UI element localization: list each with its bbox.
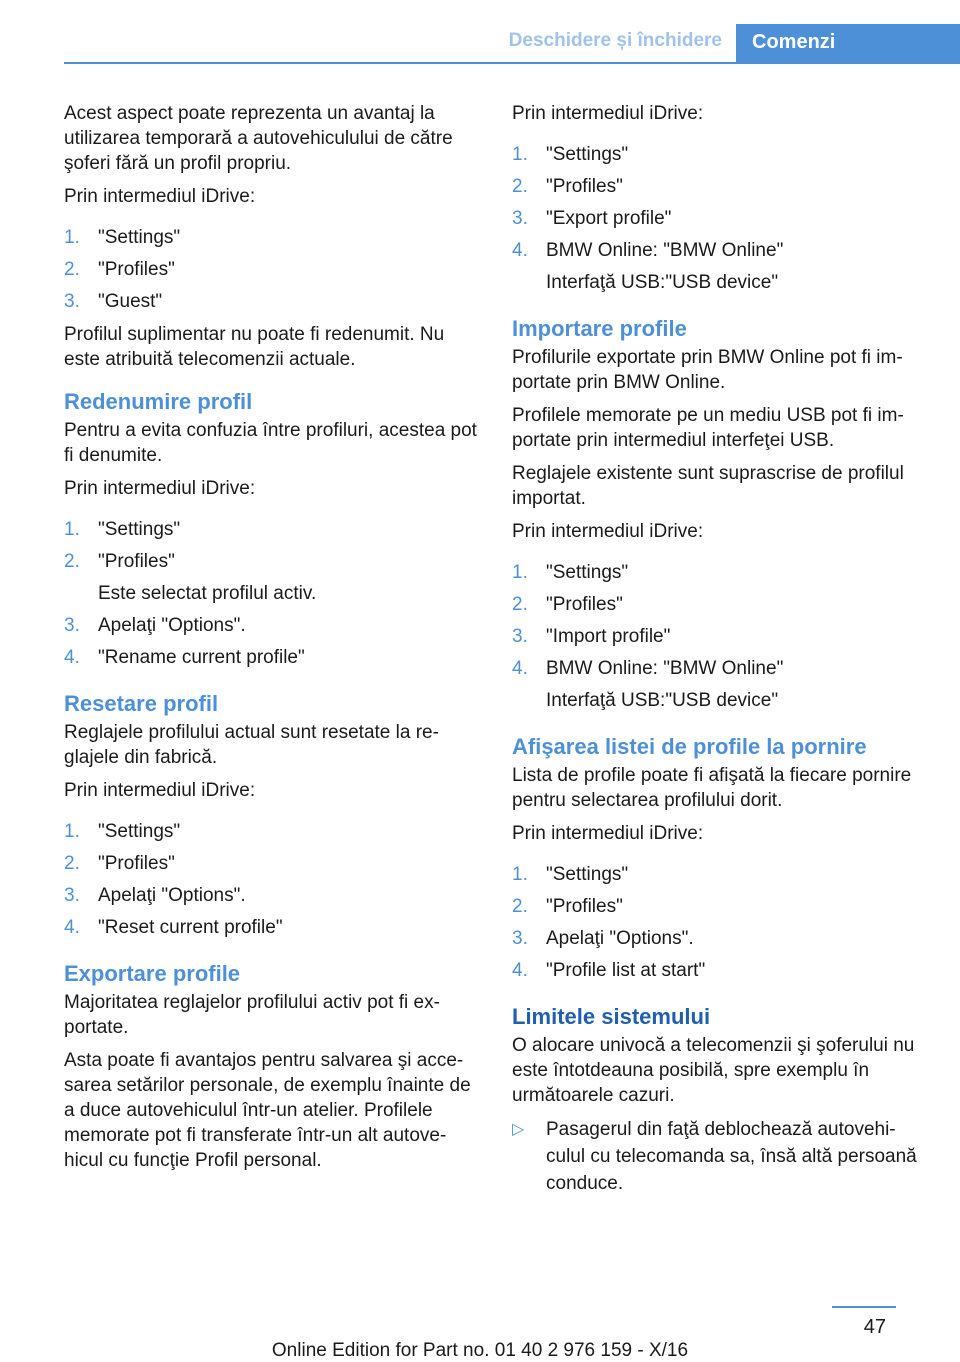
step-text: Apelaţi "Options". <box>546 928 694 949</box>
step-text: "Profile list at start" <box>546 960 706 981</box>
footer-edition <box>0 1340 960 1362</box>
heading-system-limits: Limitele sistemului <box>512 1004 711 1029</box>
step-item <box>512 203 932 235</box>
limits-bullet-list <box>512 1116 932 1197</box>
bullet-item <box>512 1116 932 1197</box>
reset-steps-list <box>64 811 480 944</box>
heading-export-profiles: Exportare profile <box>64 961 241 986</box>
right-column <box>512 101 932 1201</box>
step-number: 3. <box>512 208 528 229</box>
step-number: 3. <box>512 928 528 949</box>
profile-list-paragraph: Lista de profile poate fi afişată la fiecare pornire pentru selectarea profilului dorit. <box>512 765 912 811</box>
left-column <box>64 101 480 1181</box>
footer-edition-text: Online Edition for Part no. 01 40 2 976 159 - X/16 <box>271 1340 689 1361</box>
step-item <box>512 891 932 923</box>
step-item <box>512 955 932 987</box>
step-text: "Profiles" <box>546 896 623 917</box>
step-text: "Profiles" <box>98 853 175 874</box>
step-number: 1. <box>512 864 528 885</box>
step-text: BMW Online: "BMW Online" <box>546 240 784 261</box>
step-number: 1. <box>512 562 528 583</box>
idrive-label: Prin intermediul iDrive: <box>512 521 704 542</box>
step-item <box>512 621 932 653</box>
step-item <box>512 923 932 955</box>
step-number: 3. <box>64 615 80 636</box>
step-text: "Rename current profile" <box>98 647 305 668</box>
step-number: 1. <box>512 144 528 165</box>
step-number: 1. <box>64 519 80 540</box>
step-item <box>512 171 932 203</box>
guest-note: Profilul suplimentar nu poate fi redenumit. Nu este atribuită telecomenzii actuale. <box>64 324 445 370</box>
step-text: "Import profile" <box>546 626 671 647</box>
rename-steps-list <box>64 509 480 674</box>
guest-steps-list <box>64 217 480 318</box>
reset-paragraph: Reglajele profilului actual sunt resetate la re-glajele din fabrică. <box>64 722 439 768</box>
step-text: "Settings" <box>546 562 629 583</box>
step-item <box>64 610 480 642</box>
step-text: "Profiles" <box>546 176 623 197</box>
step-text: "Settings" <box>98 821 181 842</box>
header-rule <box>64 62 960 64</box>
step-number: 4. <box>512 658 528 679</box>
step-item <box>64 816 480 848</box>
idrive-label: Prin intermediul iDrive: <box>64 186 256 207</box>
export-paragraph-2: Asta poate fi avantajos pentru salvarea şi acce-sarea setărilor personale, de exemplu înainte de a duce autovehiculul într-un atelier. Profilele memorate pot fi transferate într-un alt autove-hicul cu funcţie Profil personal. <box>64 1050 471 1171</box>
step-text: "Settings" <box>546 864 629 885</box>
step-number: 4. <box>512 960 528 981</box>
heading-reset-profile: Resetare profil <box>64 691 219 716</box>
export-paragraph-1: Majoritatea reglajelor profilului activ pot fi ex-portate. <box>64 992 440 1038</box>
footer-rule <box>832 1306 896 1308</box>
intro-paragraph: Acest aspect poate reprezenta un avantaj la utilizarea temporară a autovehiculului de către şoferi fără un profil propriu. <box>64 103 453 174</box>
step-number: 2. <box>512 896 528 917</box>
step-item <box>64 880 480 912</box>
idrive-label: Prin intermediul iDrive: <box>512 823 704 844</box>
header-chapter-tab: Comenzi <box>736 24 960 62</box>
page-number: 47 <box>863 1316 886 1338</box>
step-number: 2. <box>64 853 80 874</box>
step-item <box>64 286 480 318</box>
heading-import-profiles: Importare profile <box>512 316 687 341</box>
step-item <box>64 222 480 254</box>
import-paragraph-1: Profilurile exportate prin BMW Online pot fi im-portate prin BMW Online. <box>512 347 903 393</box>
step-number: 4. <box>64 917 80 938</box>
step-item <box>512 557 932 589</box>
step-text: "Guest" <box>98 291 163 312</box>
bullet-text: Pasagerul din faţă deblochează autovehi-culul cu telecomanda sa, însă altă persoană conduce. <box>546 1119 917 1194</box>
step-number: 1. <box>64 227 80 248</box>
step-item <box>64 848 480 880</box>
step-number: 4. <box>512 240 528 261</box>
step-number: 4. <box>64 647 80 668</box>
heading-rename-profile: Redenumire profil <box>64 389 253 414</box>
step-item <box>512 235 932 299</box>
step-text: "Profiles" <box>98 259 175 280</box>
step-item <box>512 859 932 891</box>
step-text: BMW Online: "BMW Online" <box>546 658 784 679</box>
step-text: "Reset current profile" <box>98 917 283 938</box>
idrive-label: Prin intermediul iDrive: <box>512 103 704 124</box>
step-number: 3. <box>512 626 528 647</box>
step-number: 1. <box>64 821 80 842</box>
step-number: 2. <box>512 176 528 197</box>
step-item <box>64 546 480 610</box>
step-subtext: Interfaţă USB:"USB device" <box>546 272 779 293</box>
idrive-label: Prin intermediul iDrive: <box>64 478 256 499</box>
step-subtext: Este selectat profilul activ. <box>98 583 317 604</box>
step-item <box>64 912 480 944</box>
step-number: 2. <box>64 551 80 572</box>
step-text: "Profiles" <box>546 594 623 615</box>
profile-list-steps-list <box>512 854 932 987</box>
step-text: "Profiles" <box>98 551 175 572</box>
step-text: "Settings" <box>546 144 629 165</box>
export-steps-list <box>512 134 932 299</box>
step-item <box>512 589 932 621</box>
import-paragraph-2: Profilele memorate pe un mediu USB pot fi im-portate prin intermediul interfeţei USB. <box>512 405 904 451</box>
step-subtext: Interfaţă USB:"USB device" <box>546 690 779 711</box>
step-text: Apelaţi "Options". <box>98 885 246 906</box>
import-steps-list <box>512 552 932 717</box>
step-item <box>64 254 480 286</box>
limits-paragraph: O alocare univocă a telecomenzii şi şoferului nu este întotdeauna posibilă, spre exemplu în următoarele cazuri. <box>512 1035 915 1106</box>
heading-profile-list-at-start: Afişarea listei de profile la pornire <box>512 734 867 759</box>
rename-paragraph: Pentru a evita confuzia între profiluri, acestea pot fi denumite. <box>64 420 477 466</box>
step-text: Apelaţi "Options". <box>98 615 246 636</box>
idrive-label: Prin intermediul iDrive: <box>64 780 256 801</box>
header-section-title: Deschidere și închidere <box>508 30 722 51</box>
step-item <box>64 642 480 674</box>
step-text: "Settings" <box>98 519 181 540</box>
step-number: 3. <box>64 885 80 906</box>
triangle-bullet-icon: ▷ <box>512 1121 525 1138</box>
step-item <box>64 514 480 546</box>
step-number: 2. <box>64 259 80 280</box>
step-item <box>512 139 932 171</box>
step-text: "Settings" <box>98 227 181 248</box>
step-text: "Export profile" <box>546 208 672 229</box>
step-item <box>512 653 932 717</box>
step-number: 2. <box>512 594 528 615</box>
import-paragraph-3: Reglajele existente sunt suprascrise de profilul importat. <box>512 463 904 509</box>
step-number: 3. <box>64 291 80 312</box>
